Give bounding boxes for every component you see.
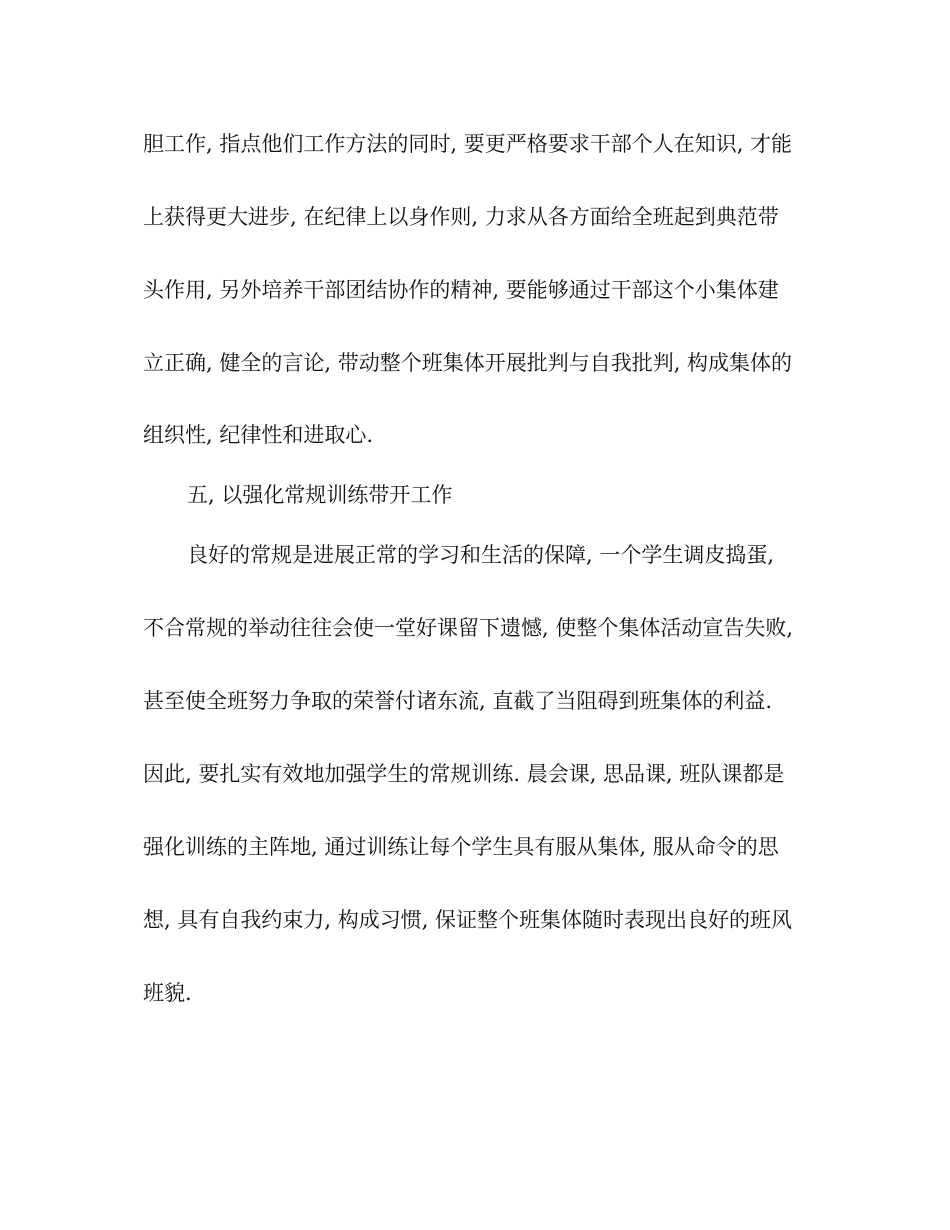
paragraph-line: 甚至使全班努力争取的荣誉付诸东流, 直截了当阻碍到班集体的利益. <box>143 689 773 713</box>
paragraph-line: 上获得更大进步, 在纪律上以身作则, 力求从各方面给全班起到典范带 <box>143 205 779 229</box>
paragraph-line: 班貌. <box>143 981 192 1005</box>
paragraph-line: 良好的常规是进展正常的学习和生活的保障, 一个学生调皮捣蛋, <box>187 543 775 567</box>
paragraph-line: 因此, 要扎实有效地加强学生的常规训练. 晨会课, 思品课, 班队课都是 <box>143 762 785 786</box>
paragraph-line: 组织性, 纪律性和进取心. <box>143 423 374 447</box>
section-heading: 五, 以强化常规训练带开工作 <box>187 483 453 507</box>
paragraph-line: 不合常规的举动往往会使一堂好课留下遗憾, 使整个集体活动宣告失败, <box>143 616 794 640</box>
paragraph-line: 头作用, 另外培养干部团结协作的精神, 要能够通过干部这个小集体建 <box>143 278 779 302</box>
paragraph-line: 立正确, 健全的言论, 带动整个班集体开展批判与自我批判, 构成集体的 <box>143 351 793 375</box>
paragraph-line: 胆工作, 指点他们工作方法的同时, 要更严格要求干部个人在知识, 才能 <box>143 132 793 156</box>
paragraph-line: 强化训练的主阵地, 通过训练让每个学生具有服从集体, 服从命令的思 <box>143 835 779 859</box>
paragraph-line: 想, 具有自我约束力, 构成习惯, 保证整个班集体随时表现出良好的班风 <box>143 908 793 932</box>
